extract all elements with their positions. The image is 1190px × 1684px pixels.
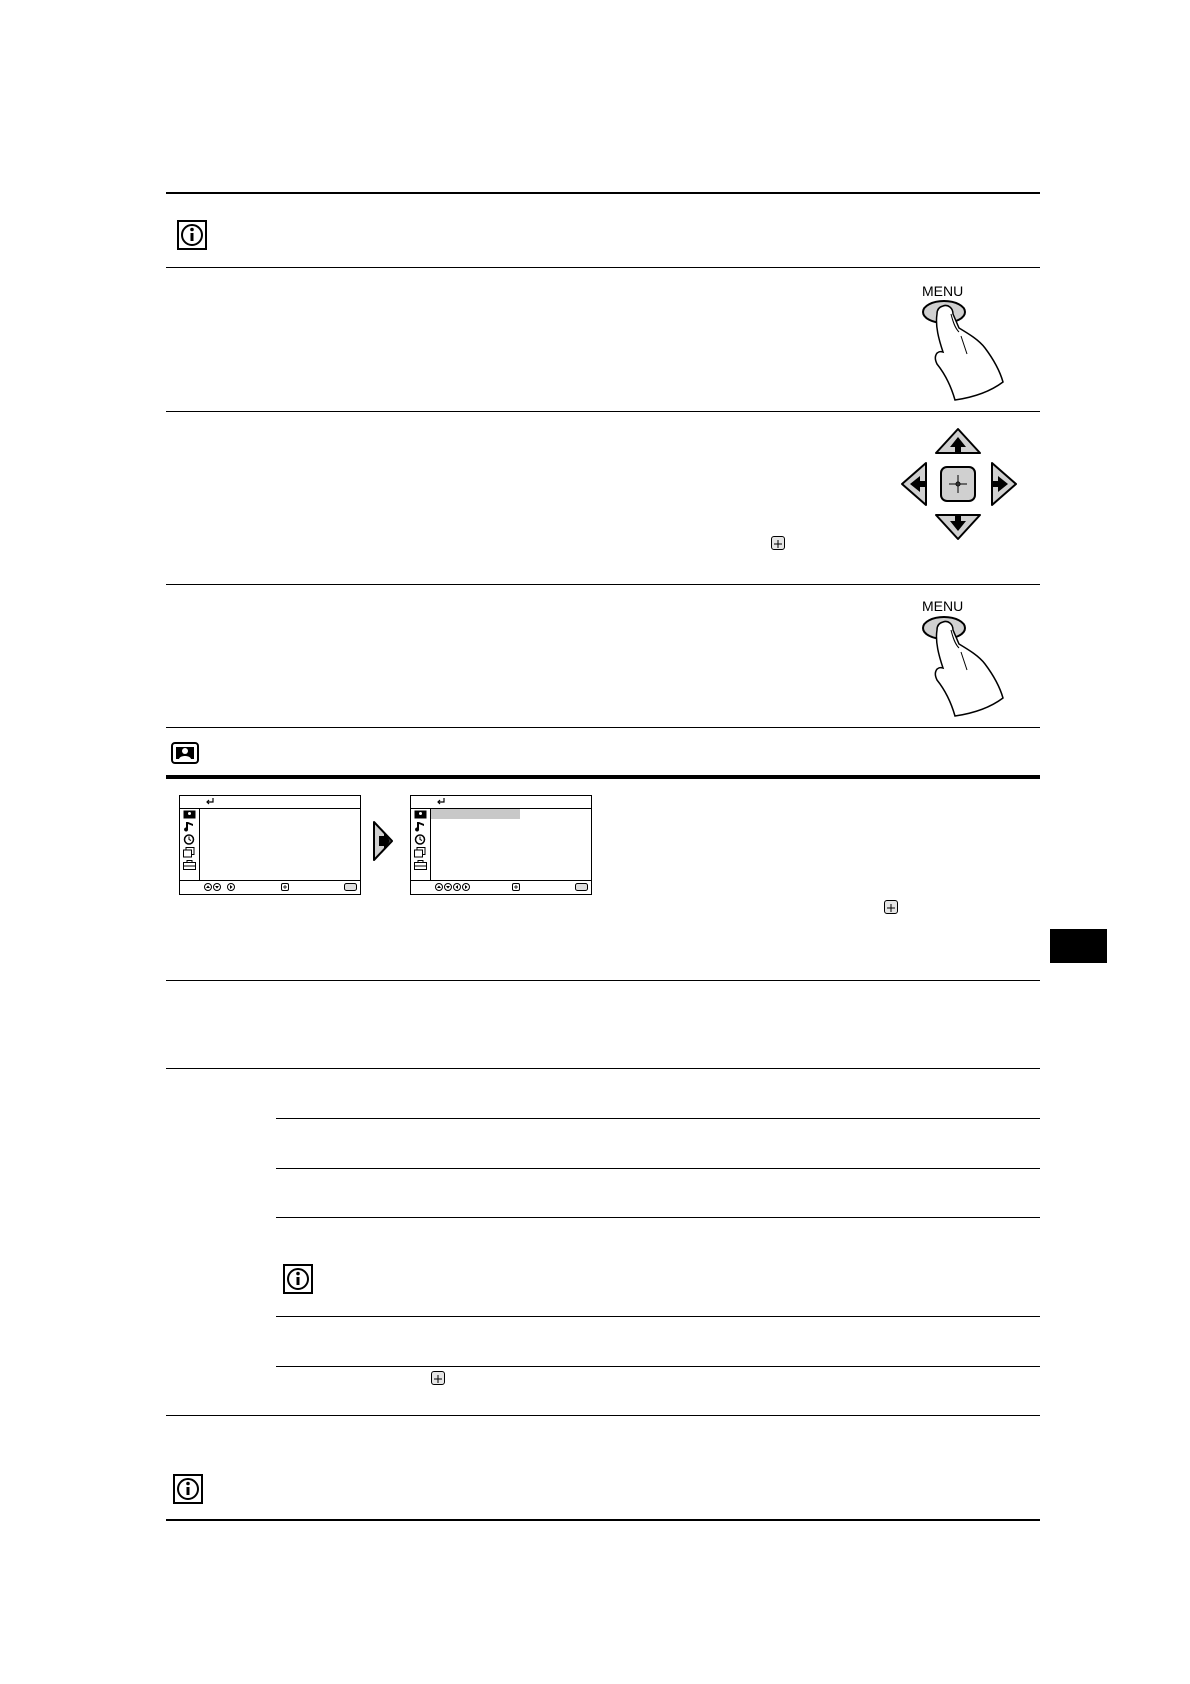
section-divider <box>166 584 1040 585</box>
timer-icon <box>414 834 426 845</box>
osd-title-bar <box>180 796 360 809</box>
info-icon <box>173 1474 203 1504</box>
arrow-right-icon <box>371 820 395 862</box>
return-icon <box>205 797 215 806</box>
section-divider <box>166 1415 1040 1416</box>
section-divider <box>166 980 1040 981</box>
picture-menu-icon <box>171 742 199 764</box>
table-row-divider <box>276 1168 1040 1169</box>
menu-button-hand-icon[interactable] <box>915 614 1005 718</box>
osd-menu-screen-selected <box>410 795 592 895</box>
info-icon <box>177 220 207 250</box>
picture-icon <box>414 810 427 819</box>
setup-icon <box>414 860 427 870</box>
osd-icon-column <box>180 808 200 881</box>
section-divider <box>166 267 1040 268</box>
menu-button-hand-icon[interactable] <box>915 298 1005 402</box>
section-tab-marker <box>1050 929 1107 963</box>
enter-button-icon <box>884 900 898 914</box>
menu-button-label: MENU <box>922 598 964 614</box>
table-row-divider <box>276 1118 1040 1119</box>
section-divider <box>166 727 1040 728</box>
osd-menu-screen <box>179 795 361 895</box>
enter-button-icon <box>431 1371 445 1385</box>
setup-icon <box>183 860 196 870</box>
section-heavy-rule <box>166 775 1040 779</box>
ok-icon <box>512 883 520 891</box>
menu-key-icon <box>575 883 588 891</box>
return-icon <box>436 797 446 806</box>
sound-icon <box>184 821 194 832</box>
info-icon <box>283 1264 313 1294</box>
timer-icon <box>183 834 195 845</box>
enter-button-icon <box>771 536 785 550</box>
ok-icon <box>281 883 289 891</box>
right-select-icon <box>227 883 235 891</box>
section-divider <box>166 411 1040 412</box>
preset-icon <box>414 847 426 858</box>
osd-help-bar <box>180 880 360 894</box>
picture-icon <box>183 810 196 819</box>
updown-select-icon <box>204 883 222 891</box>
section-divider <box>166 1068 1040 1069</box>
joystick-icon[interactable] <box>898 425 1020 543</box>
top-rule <box>166 192 1040 194</box>
table-row-divider <box>276 1316 1040 1317</box>
table-row-divider <box>276 1217 1040 1218</box>
osd-help-bar <box>411 880 591 894</box>
menu-key-icon <box>344 883 357 891</box>
sound-icon <box>415 821 425 832</box>
preset-icon <box>183 847 195 858</box>
four-way-select-icon <box>435 883 471 891</box>
osd-icon-column <box>411 808 431 881</box>
bottom-rule <box>166 1519 1040 1521</box>
menu-button-label: MENU <box>922 283 964 299</box>
osd-title-bar <box>411 796 591 809</box>
table-row-divider <box>276 1366 1040 1367</box>
osd-selected-row <box>431 809 520 819</box>
